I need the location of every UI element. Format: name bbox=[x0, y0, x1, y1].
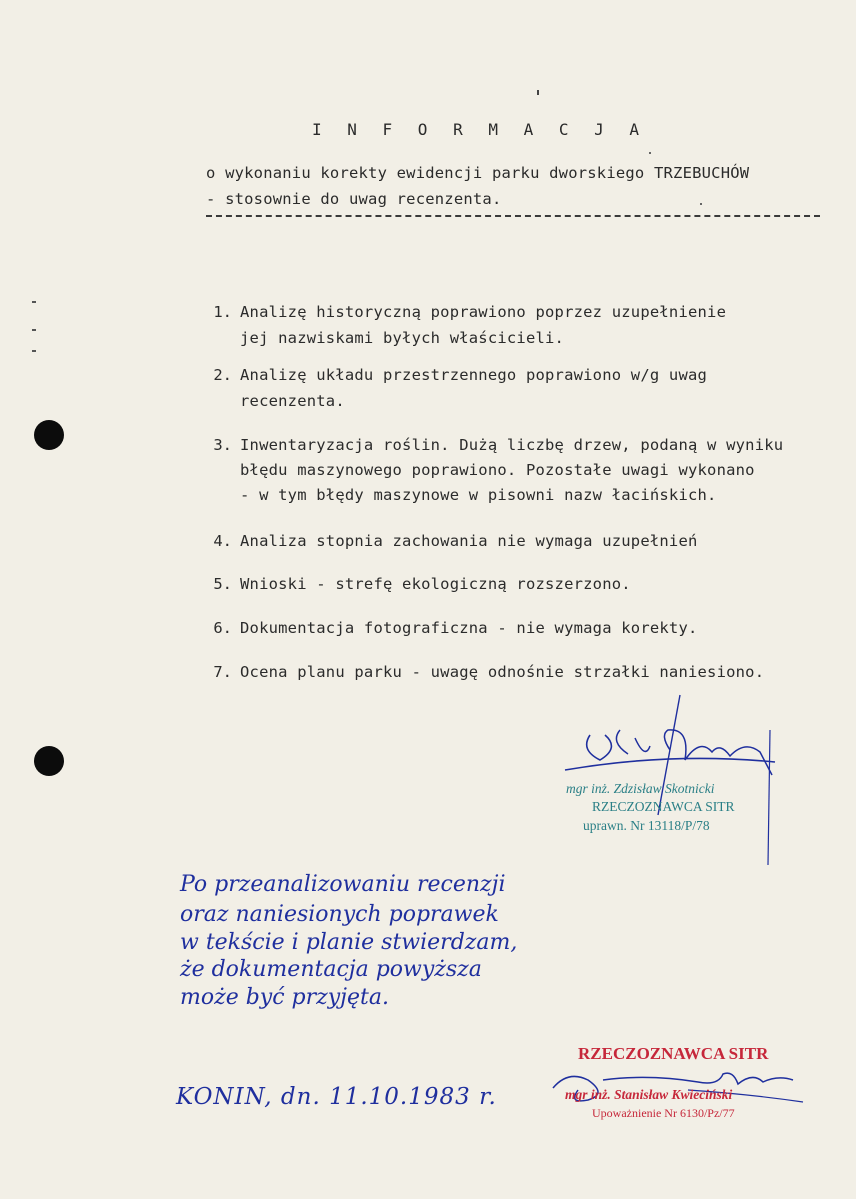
list-item-number: 7. bbox=[213, 663, 232, 681]
list-item-number: 3. bbox=[213, 436, 232, 454]
stamp-teal-name: mgr inż. Zdzisław Skotnicki bbox=[566, 781, 715, 796]
paper-mark bbox=[649, 152, 651, 154]
stamp-teal-license: uprawn. Nr 13118/P/78 bbox=[583, 818, 710, 833]
handwritten-line: Po przeanalizowaniu recenzji bbox=[180, 872, 506, 897]
list-item-number: 1. bbox=[213, 303, 232, 321]
list-item-line: jej nazwiskami byłych właścicieli. bbox=[240, 329, 565, 347]
handwritten-line: może być przyjęta. bbox=[180, 985, 389, 1010]
list-item-line: Inwentaryzacja roślin. Dużą liczbę drzew, podaną w wyniku bbox=[240, 436, 784, 454]
paper-mark bbox=[700, 203, 702, 205]
paper-mark bbox=[32, 301, 36, 303]
paper-mark bbox=[537, 90, 539, 95]
handwritten-line: oraz naniesionych poprawek bbox=[180, 902, 499, 927]
list-item-line: Dokumentacja fotograficzna - nie wymaga korekty. bbox=[240, 619, 698, 637]
stamp-teal-role: RZECZOZNAWCA SITR bbox=[592, 799, 735, 814]
list-item-number: 4. bbox=[213, 532, 232, 550]
handwritten-place-date: KONIN, dn. 11.10.1983 r. bbox=[176, 1084, 497, 1110]
punch-hole-top bbox=[34, 420, 64, 450]
list-item-line: Analizę układu przestrzennego poprawiono w/g uwag bbox=[240, 366, 708, 384]
list-item-line: - w tym błędy maszynowe w pisowni nazw łacińskich. bbox=[240, 486, 717, 504]
list-item-number: 5. bbox=[213, 575, 232, 593]
punch-hole-bottom bbox=[34, 746, 64, 776]
list-item-number: 6. bbox=[213, 619, 232, 637]
list-item-line: Wnioski - strefę ekologiczną rozszerzono. bbox=[240, 575, 631, 593]
stamp-red-license: Upoważnienie Nr 6130/Pz/77 bbox=[592, 1106, 735, 1120]
list-item-line: recenzenta. bbox=[240, 392, 345, 410]
document-subtitle-line-1: o wykonaniu korekty ewidencji parku dworskiego TRZEBUCHÓW bbox=[206, 164, 750, 182]
list-item-line: Ocena planu parku - uwagę odnośnie strzałki naniesiono. bbox=[240, 663, 765, 681]
header-underline bbox=[206, 215, 820, 217]
list-item-line: Analizę historyczną poprawiono poprzez uzupełnienie bbox=[240, 303, 727, 321]
signature-skotnicki bbox=[550, 690, 790, 870]
list-item-number: 2. bbox=[213, 366, 232, 384]
paper-mark bbox=[32, 329, 36, 331]
paper-mark bbox=[32, 350, 36, 352]
stamp-red-name: mgr inż. Stanisław Kwieciński bbox=[565, 1087, 733, 1102]
list-item-line: błędu maszynowego poprawiono. Pozostałe uwagi wykonano bbox=[240, 461, 755, 479]
stamp-red-role: RZECZOZNAWCA SITR bbox=[578, 1044, 769, 1063]
document-title: I N F O R M A C J A bbox=[312, 120, 648, 139]
document-subtitle-line-2: - stosownie do uwag recenzenta. bbox=[206, 190, 502, 208]
list-item-line: Analiza stopnia zachowania nie wymaga uzupełnień bbox=[240, 532, 698, 550]
handwritten-line: w tekście i planie stwierdzam, bbox=[180, 930, 518, 955]
handwritten-line: że dokumentacja powyższa bbox=[180, 957, 482, 982]
